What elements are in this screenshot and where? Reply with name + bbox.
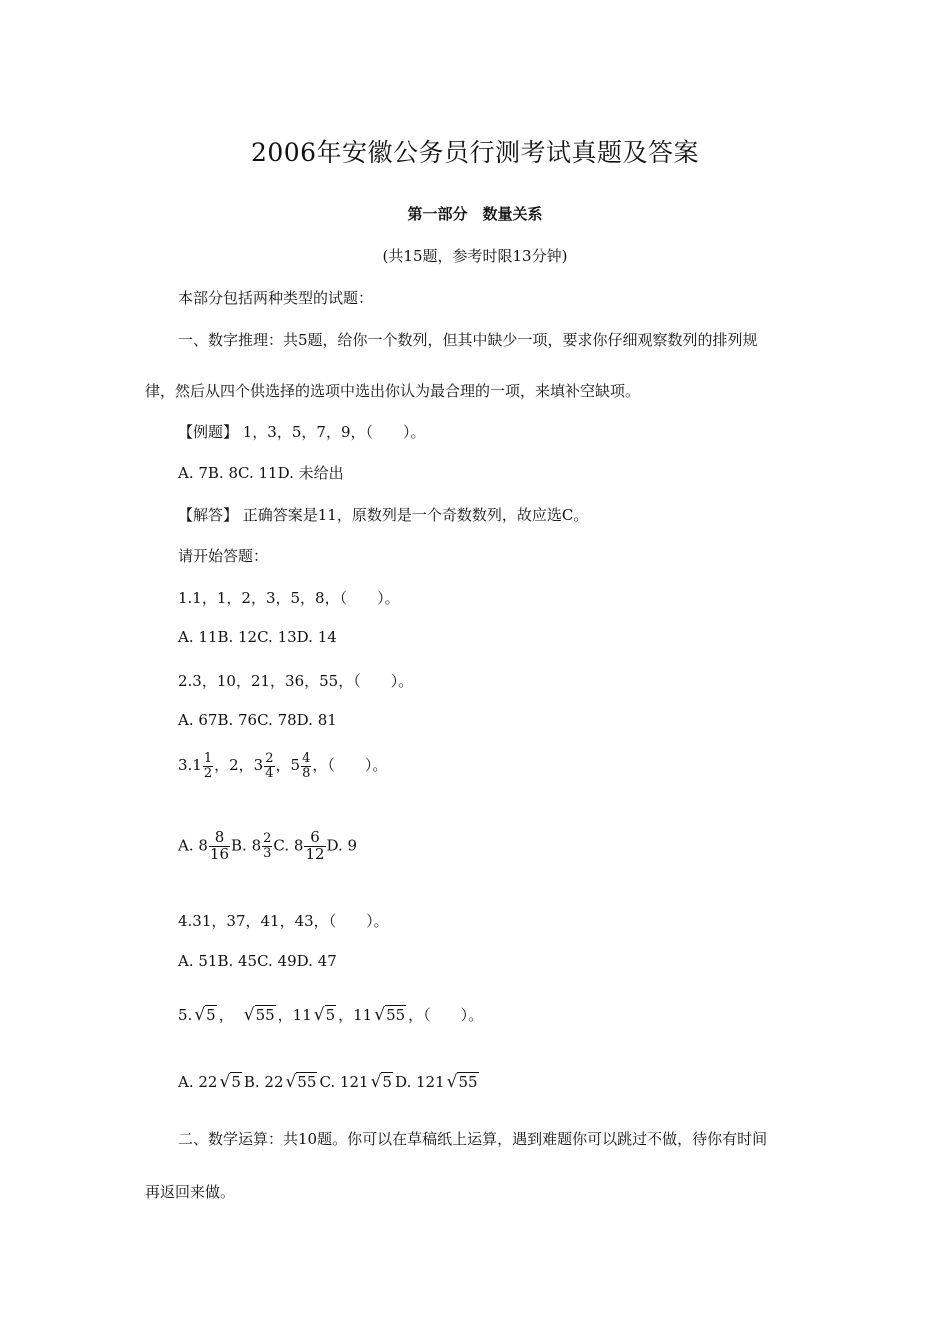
intro-text: 本部分包括两种类型的试题： <box>178 289 374 307</box>
sqrt-expression: √5 <box>194 1005 216 1025</box>
question-2: 2.3，10，21，36，55，（ ）。 <box>178 672 414 690</box>
question-5: 5. √5 ， √55 ，11 √5 ，11 √55 ，（ ）。 <box>178 1005 484 1025</box>
fraction: $\frac{1}{2}$ <box>203 751 213 781</box>
question-4-options: A. 51B. 45C. 49D. 47 <box>178 952 337 970</box>
question-1: 1.1，1，2，3，5，8，（ ）。 <box>178 589 400 607</box>
fraction: $\frac{4}{8}$ <box>302 751 311 781</box>
start-prompt: 请开始答题： <box>178 547 269 565</box>
sqrt-expression: √55 <box>446 1072 478 1092</box>
fraction: $\frac{2}{3}$ <box>263 831 272 861</box>
question-2-options: A. 67B. 76C. 78D. 81 <box>178 711 337 729</box>
fraction: $\frac{8}{16}$ <box>209 828 230 863</box>
question-5-options: A. 22 √5 B. 22 √55 C. 121 √5 D. 121 √55 <box>178 1072 478 1092</box>
question-3-options: A. 8 $\frac{8}{16}$ B. 8 $\frac{2}{3}$ C. 8 $\frac{6}{12}$ D. 9 <box>178 828 358 863</box>
sqrt-expression: √5 <box>370 1072 392 1092</box>
fraction: $\frac{2}{4}$ <box>265 751 274 781</box>
fraction: $\frac{6}{12}$ <box>305 828 325 863</box>
example-answer: 【解答】 正确答案是11，原数列是一个奇数数列，故应选C。 <box>178 506 589 524</box>
sqrt-expression: √55 <box>285 1072 317 1092</box>
example-question: 【例题】 1，3，5，7，9，（ ）。 <box>178 423 426 441</box>
section-title: 第一部分 数量关系 <box>407 205 543 223</box>
part1-desc-line2: 律，然后从四个供选择的选项中选出你认为最合理的一项，来填补空缺项。 <box>145 382 641 400</box>
part2-desc-line2: 再返回来做。 <box>145 1183 236 1201</box>
sqrt-expression: √5 <box>313 1005 336 1025</box>
question-4: 4.31，37，41，43，（ ）。 <box>178 912 389 930</box>
sqrt-expression: √55 <box>243 1005 275 1025</box>
sqrt-expression: √55 <box>374 1005 406 1025</box>
question-1-options: A. 11B. 12C. 13D. 14 <box>178 628 337 646</box>
question-3-prefix: 3.1 <box>178 756 202 775</box>
section-subtitle: (共15题，参考时限13分钟) <box>382 247 568 265</box>
part1-desc-line1: 一、数字推理：共5题，给你一个数列，但其中缺少一项，要求你仔细观察数列的排列规 <box>178 331 758 349</box>
part2-desc-line1: 二、数学运算：共10题。你可以在草稿纸上运算，遇到难题你可以跳过不做，待你有时间 <box>178 1130 768 1148</box>
question-3: 3.1 $\frac{1}{2}$ ，2，3 $\frac{2}{4}$ ，5 $\frac{4}{8}$ ，（ ）。 <box>178 751 388 781</box>
document-title: 2006年安徽公务员行测考试真题及答案 <box>250 138 700 167</box>
sqrt-expression: √5 <box>219 1072 241 1092</box>
example-options: A. 7B. 8C. 11D. 未给出 <box>178 464 344 482</box>
